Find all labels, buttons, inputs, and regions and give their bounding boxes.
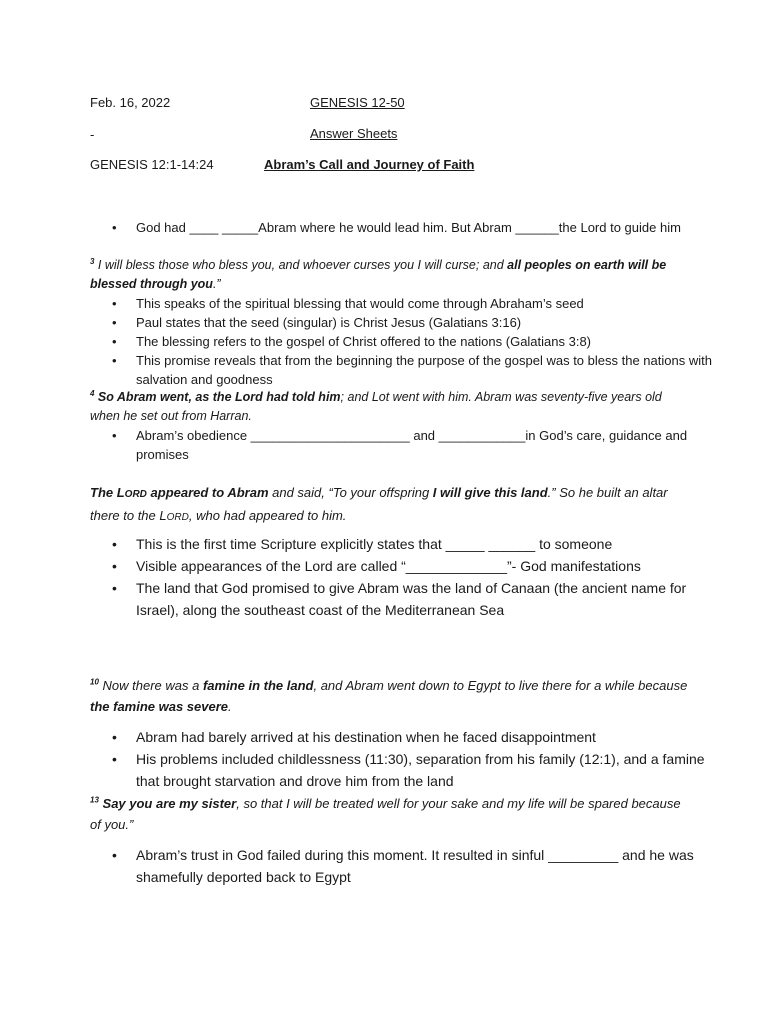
verse-number: 10 (90, 677, 99, 687)
date-label: Feb. 16, 2022 (90, 95, 171, 110)
verse-13-paragraph (90, 793, 690, 835)
verse-number: 3 (90, 256, 95, 266)
verse-number: 4 (90, 388, 95, 398)
verse-emphasis: The LORD appeared to Abram (90, 485, 269, 500)
verse-4-bullet-list (90, 426, 731, 464)
small-caps-text: ORD (166, 512, 189, 523)
series-title: GENESIS 12-50 (310, 95, 405, 110)
verse-text-end: .” (212, 277, 221, 291)
verse-emphasis: So Abram went, as the Lord had told him (94, 390, 341, 404)
verse-emphasis-2: I will give this land (432, 485, 548, 500)
verse-text: , so that I will be treated well for your sake and my life will be spared because of you.” (90, 796, 681, 832)
verse-text-3: . (228, 699, 232, 714)
verse-4-paragraph (90, 388, 690, 426)
list-item: • This speaks of the spiritual blessing that would come through Abraham’s seed (136, 294, 731, 313)
scripture-reference: GENESIS 12:1-14:24 (90, 157, 214, 172)
verse-10-bullet-list (90, 726, 731, 792)
verse-text: and said, “To your offspring (268, 485, 433, 500)
verse-3-bullet-list (90, 294, 731, 389)
list-item: • Abram’s obedience ______________________ and ____________in God’s care, guidance and promises (136, 426, 731, 464)
verse-text: I will bless those who bless you, and whoever curses you I will curse; and (94, 258, 508, 272)
verse-7-paragraph (90, 482, 690, 528)
list-item: • Visible appearances of the Lord are called “_____________”- God manifestations (136, 555, 731, 577)
verse-text: ; and Lot went with him. Abram was seventy-five years old when he set out from Harran. (90, 390, 662, 423)
intro-bullet-list (90, 218, 731, 237)
verse-emphasis: Say you are my sister (98, 796, 237, 811)
list-item: • God had ____ _____Abram where he would lead him. But Abram ______the Lord to guide him (136, 218, 731, 237)
list-item: • This is the first time Scripture explicitly states that _____ ______ to someone (136, 533, 731, 555)
list-item: • Paul states that the seed (singular) is Christ Jesus (Galatians 3:16) (136, 313, 731, 332)
verse-7-bullet-list (90, 533, 731, 621)
list-item: • The blessing refers to the gospel of Christ offered to the nations (Galatians 3:8) (136, 332, 731, 351)
list-item: • The land that God promised to give Abram was the land of Canaan (the ancient name for Israel), along the southeast coast of the Mediterranean Sea (136, 577, 731, 621)
list-item: • This promise reveals that from the beginning the purpose of the gospel was to bless the nations with salvation and goodness (136, 351, 731, 389)
verse-number: 13 (90, 795, 99, 805)
verse-emphasis-2: the famine was severe (90, 699, 229, 714)
verse-emphasis: all peoples on earth will be blessed through you (90, 258, 667, 291)
answer-sheets-subtitle: Answer Sheets (310, 126, 398, 141)
verse-emphasis: famine in the land (202, 678, 314, 693)
list-item: • His problems included childlessness (11:30), separation from his family (12:1), and a famine that brought starvation and drove him from the land (136, 748, 731, 792)
verse-13-bullet-list (90, 844, 731, 888)
verse-10-paragraph (90, 675, 690, 717)
verse-3-paragraph (90, 256, 690, 294)
lesson-title: Abram’s Call and Journey of Faith (264, 157, 475, 172)
verse-text-2: , and Abram went down to Egypt to live there for a while because (313, 678, 688, 693)
dash-mark: - (90, 127, 95, 142)
list-item: • Abram’s trust in God failed during this moment. It resulted in sinful _________ and he was shamefully deported back to Egypt (136, 844, 731, 888)
verse-text: Now there was a (98, 678, 203, 693)
verse-text-2: .” So he built an altar there to the L (90, 485, 668, 523)
list-item: • Abram had barely arrived at his destination when he faced disappointment (136, 726, 731, 748)
verse-text-3: , who had appeared to him. (188, 508, 347, 523)
